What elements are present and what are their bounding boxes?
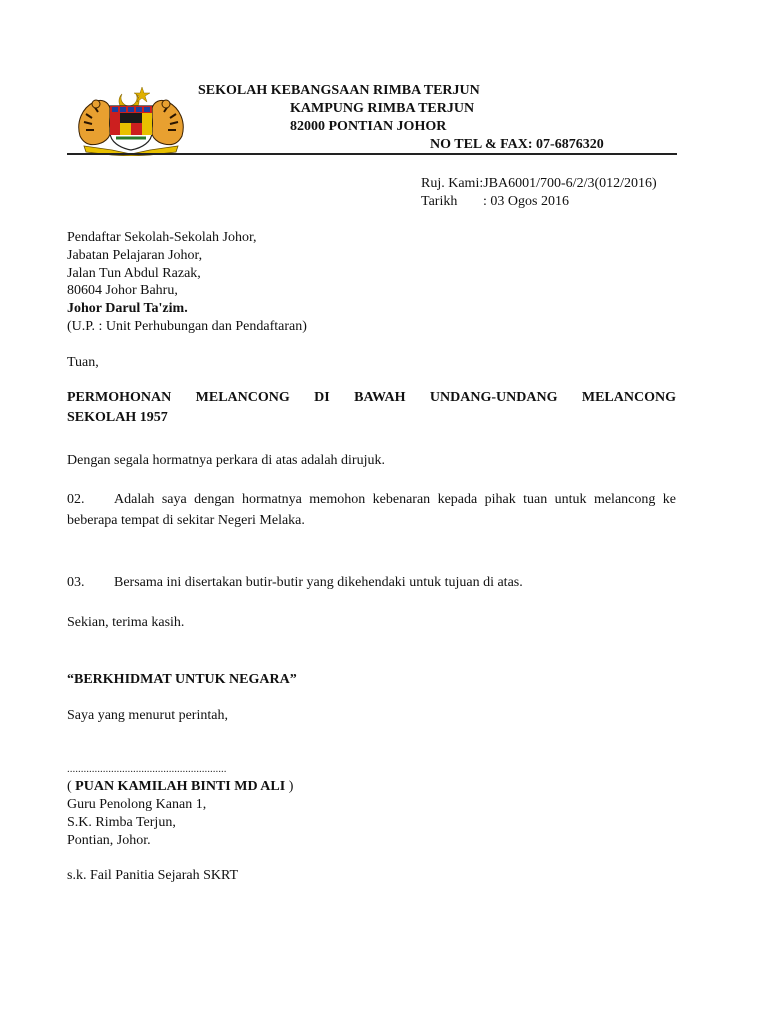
ruj-value: JBA6001/700-6/2/3(012/2016) xyxy=(483,176,657,191)
recipient-line-1: Pendaftar Sekolah-Sekolah Johor, xyxy=(67,230,257,245)
subject-line-2: SEKOLAH 1957 xyxy=(67,410,168,425)
name-close-paren: ) xyxy=(285,779,294,794)
signatory-school: S.K. Rimba Terjun, xyxy=(67,815,176,830)
paragraph-2-line-1: Adalah saya dengan hormatnya memohon kebenaran kepada pihak tuan untuk melancong ke xyxy=(114,492,676,507)
ruj-label: Ruj. Kami: xyxy=(421,176,484,191)
coat-of-arms-icon xyxy=(72,84,190,156)
signature-line: .......................................................... xyxy=(67,763,227,775)
reference-ruj xyxy=(421,175,657,193)
paragraph-2-line-2: beberapa tempat di sekitar Negeri Melaka. xyxy=(67,513,305,528)
recipient-line-2: Jabatan Pelajaran Johor, xyxy=(67,248,203,263)
recipient-attention: (U.P. : Unit Perhubungan dan Pendaftaran) xyxy=(67,319,307,334)
sign-off: Saya yang menurut perintah, xyxy=(67,708,228,723)
phone-fax: NO TEL & FAX: 07-6876320 xyxy=(430,137,604,152)
signatory-name xyxy=(67,778,293,796)
subject-line-1: PERMOHONAN MELANCONG DI BAWAH UNDANG-UNDANG MELANCONG xyxy=(67,390,676,405)
paragraph-3-number: 03. xyxy=(67,575,85,590)
carbon-copy: s.k. Fail Panitia Sejarah SKRT xyxy=(67,868,239,883)
signatory-town: Pontian, Johor. xyxy=(67,833,151,848)
closing: Sekian, terima kasih. xyxy=(67,615,185,630)
tarikh-label: Tarikh xyxy=(421,194,458,209)
address-line-2: 82000 PONTIAN JOHOR xyxy=(290,119,447,134)
recipient-line-4: 80604 Johor Bahru, xyxy=(67,283,178,298)
signatory-title: Guru Penolong Kanan 1, xyxy=(67,797,207,812)
paragraph-2-number: 02. xyxy=(67,492,85,507)
reference-tarikh xyxy=(421,193,569,211)
recipient-line-3: Jalan Tun Abdul Razak, xyxy=(67,266,201,281)
recipient-line-5: Johor Darul Ta'zim. xyxy=(67,301,188,316)
tarikh-value: : 03 Ogos 2016 xyxy=(483,194,569,209)
signatory-name-text: PUAN KAMILAH BINTI MD ALI xyxy=(75,779,286,794)
school-name: SEKOLAH KEBANGSAAN RIMBA TERJUN xyxy=(198,83,480,98)
intro-paragraph: Dengan segala hormatnya perkara di atas adalah dirujuk. xyxy=(67,453,385,468)
paragraph-3-text: Bersama ini disertakan butir-butir yang dikehendaki untuk tujuan di atas. xyxy=(114,575,523,590)
motto: “BERKHIDMAT UNTUK NEGARA” xyxy=(67,672,297,687)
salutation: Tuan, xyxy=(67,355,99,370)
address-line-1: KAMPUNG RIMBA TERJUN xyxy=(290,101,475,116)
name-open-paren: ( xyxy=(67,779,76,794)
letterhead-divider xyxy=(67,153,677,155)
